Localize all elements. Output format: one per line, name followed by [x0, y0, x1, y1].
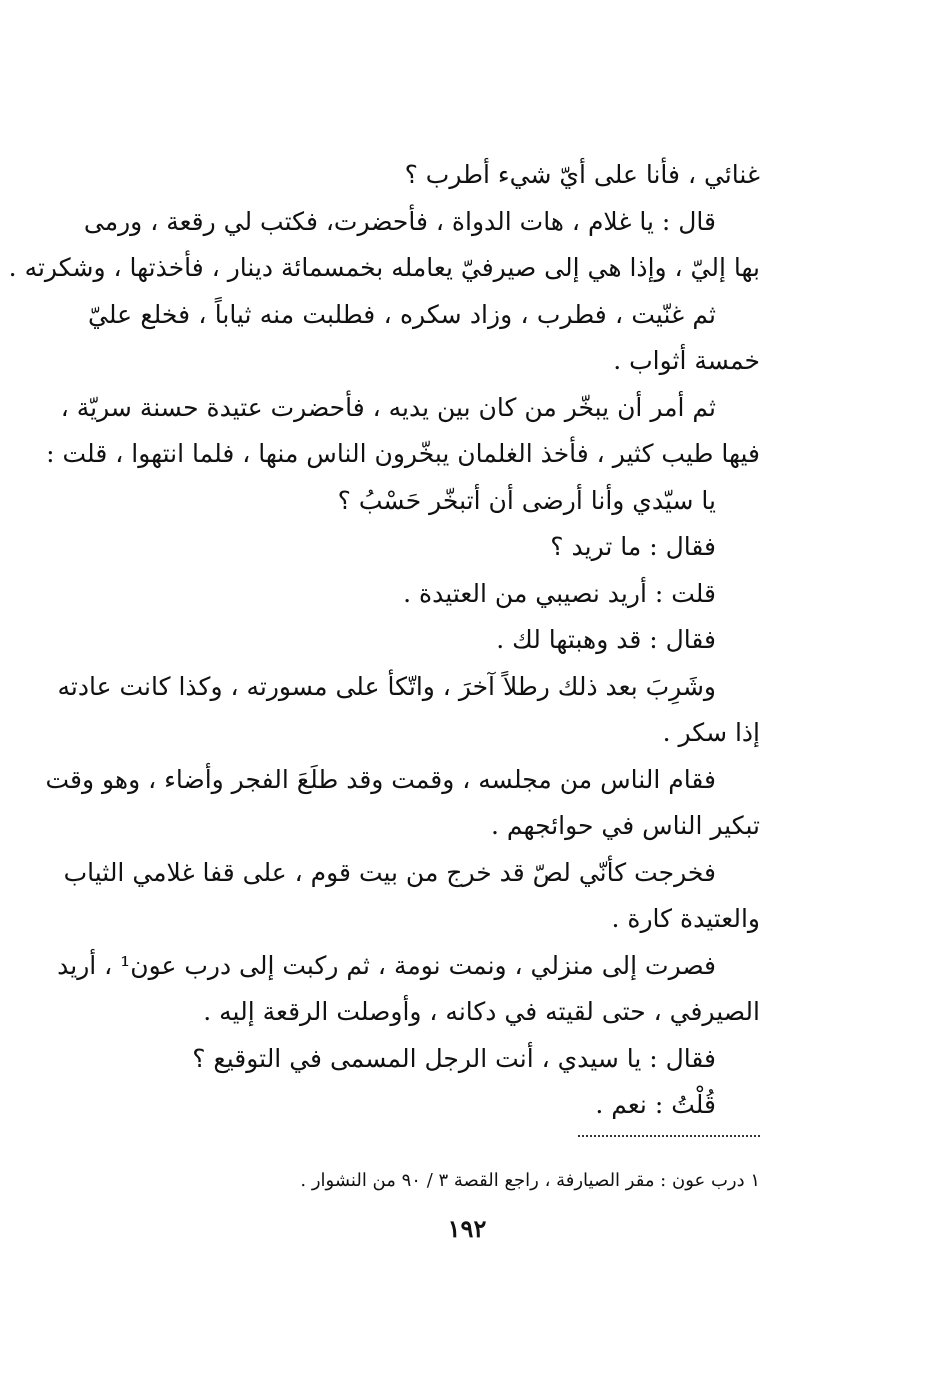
text-line: فقال : قد وهبتها لك . [496, 625, 716, 654]
text-line: خمسة أثواب . [613, 346, 760, 375]
text-line: فصرت إلى منزلي ، ونمت نومة ، ثم ركبت إلى درب عون¹ ، أريد [57, 950, 716, 980]
text-line: تبكير الناس في حوائجهم . [491, 811, 760, 840]
text-line: فخرجت كأنّي لصّ قد خرج من بيت قوم ، على قفا غلامي الثياب [63, 857, 716, 887]
text-line: بها إليّ ، وإذا هي إلى صيرفيّ يعامله بخمسمائة دينار ، فأخذتها ، وشكرته . [8, 253, 760, 282]
text-line: فقال : يا سيدي ، أنت الرجل المسمى في التوقيع ؟ [192, 1043, 716, 1073]
text-line: ثم غنّيت ، فطرب ، وزاد سكره ، فطلبت منه ثياباً ، فخلع عليّ [88, 299, 716, 329]
text-line: قلت : أريد نصيبي من العتيدة . [403, 578, 716, 608]
text-line: قال : يا غلام ، هات الدواة ، فأحضرت، فكتب لي رقعة ، ورمى [83, 206, 716, 236]
text-line: والعتيدة كارة . [611, 904, 760, 933]
text-line: ثم أمر أن يبخّر من كان بين يديه ، فأحضرت عتيدة حسنة سريّة ، [60, 392, 716, 422]
body-text [8, 152, 760, 1129]
text-line: وشَرِبَ بعد ذلك رطلاً آخرَ ، واتّكأ على مسورته ، وكذا كانت عادته [57, 671, 716, 701]
text-line: فقام الناس من مجلسه ، وقمت وقد طلَعَ الفجر وأضاء ، وهو وقت [45, 764, 716, 794]
text-line: الصيرفي ، حتى لقيته في دكانه ، وأوصلت الرقعة إليه . [203, 997, 760, 1026]
text-line: فيها طيب كثير ، فأخذ الغلمان يبخّرون الناس منها ، فلما انتهوا ، قلت : [46, 439, 760, 468]
text-line: إذا سكر . [662, 718, 760, 747]
text-line: يا سيّدي وأنا أرضى أن أتبخّر حَسْبُ ؟ [337, 485, 716, 515]
text-line: غنائي ، فأنا على أيّ شيء أطرب ؟ [404, 160, 760, 189]
footnote-separator [578, 1135, 760, 1137]
text-line: فقال : ما تريد ؟ [550, 532, 716, 561]
text-line: قُلْتُ : نعم . [595, 1090, 716, 1119]
page-number: ١٩٢ [447, 1214, 487, 1243]
footnote: ١ درب عون : مقر الصيارفة ، راجع القصة ٣ / ٩٠ من النشوار . [300, 1170, 760, 1191]
